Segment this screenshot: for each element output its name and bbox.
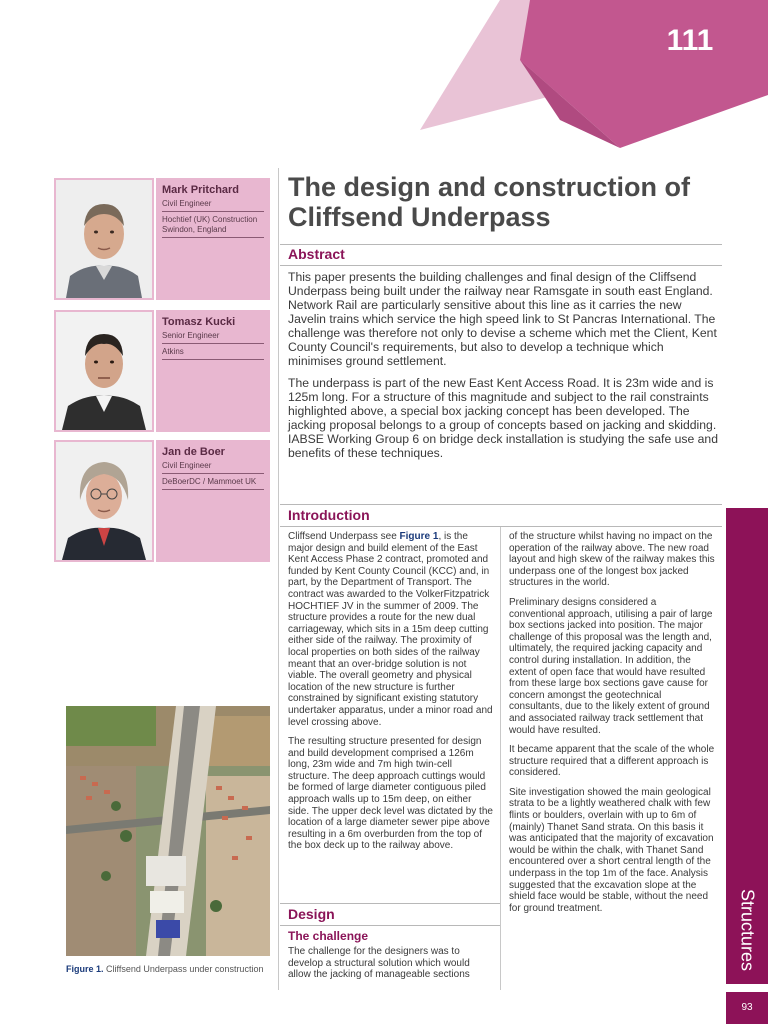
col2-paragraph-3: It became apparent that the scale of the whole structure required that a different approach is considered.: [509, 744, 715, 779]
challenge-paragraph: The challenge for the designers was to develop a structural solution which would allow the jacking of manageable sections: [288, 946, 470, 981]
divider: [280, 244, 722, 245]
col2-paragraph-2: Preliminary designs considered a conventional approach, utilising a pair of large box sections jacked into position. The major challenge of this proposal was the length and, ultimately, the required jacking capacity and control during installation. In addition, the extent of open face that would have resulted from these large box sections gave cause for concern amongst the geotechnical consultants, due to the likely extent of ground and associated railway track settlement that would have resulted.: [509, 596, 713, 736]
author-organization: Hochtief (UK) Construction Swindon, England: [162, 215, 264, 238]
author-role: Civil Engineer: [162, 199, 264, 212]
introduction-heading: Introduction: [288, 507, 370, 523]
figure-1-reference[interactable]: Figure 1: [399, 531, 439, 542]
abstract-heading: Abstract: [288, 246, 345, 262]
author-organization: DeBoerDC / Mammoet UK: [162, 477, 264, 490]
challenge-subheading: The challenge: [288, 929, 369, 943]
divider: [280, 925, 500, 926]
figure-caption-text: Cliffsend Underpass under construction: [106, 964, 264, 974]
author-info-2: [156, 310, 270, 432]
divider: [280, 526, 722, 527]
divider: [280, 903, 500, 904]
intro-paragraph-1: [288, 531, 494, 728]
page-number-top: 111: [666, 24, 714, 57]
figure-label: Figure 1.: [66, 964, 104, 974]
column-divider-left: [278, 168, 279, 990]
col2-paragraph-4: Site investigation showed the main geological strata to be a lightly weathered chalk with few flints or boulders, overlain with up to 6m of (mainly) Thanet Sand strata. On this basis it was anticipated that the majority of excavation would be within the chalk, with Thanet Sand encountered over a short central length of the underpass in the top 1m of the face. Analysis suggested that the excavation slope at the shield face would be stable, without the need for ground treatment.: [509, 786, 714, 914]
abstract-paragraph-2: The underpass is part of the new East Kent Access Road. It is 23m wide and is 125m long. For a structure of this magnitude and subject to the rail constraints highlighted above, a special box jacking concept has been developed. The jacking proposal belongs to a group of concepts based on jacking and skidding. IABSE Working Group 6 on bridge deck installation is studying the safe use and benefits of these techniques.: [288, 376, 718, 460]
section-side-tab-label: [726, 880, 768, 980]
author-name: Jan de Boer: [162, 446, 225, 458]
author-portrait-3: [56, 442, 152, 560]
divider: [280, 265, 722, 266]
intro-column-1: [288, 531, 494, 860]
abstract-paragraph-1: This paper presents the building challenges and final design of the Cliffsend Underpass being built under the railway near Ramsgate in south east England. Network Rail are particularly sensitive about this line as it carries the new Javelin trains which service the high speed link to St Pancras International. The challenge was therefore not only to devise a scheme which met the Client, Kent County Council's requirements, but also to develop a technique which minimises ground settlement.: [288, 270, 717, 368]
section-label: Structures: [737, 888, 758, 972]
intro-text: Cliffsend Underpass see: [288, 531, 400, 542]
divider: [280, 504, 722, 505]
article-title: The design and construction of Cliffsend Underpass: [288, 172, 691, 232]
banner-dark-shape: [520, 0, 768, 148]
intro-text: , is the major design and build element of the East Kent Access Phase 2 contract, promoted and funded by Kent County Council (KCC) and, in part, by the Department of Transport. The contract was awarded to the VolkerFitzpatrick HOCHTIEF JV in the summer of 2009. The structure provides a route for the new dual carriageway, which sits in a 15m deep cutting either side of the railway. The proximity of local properties on both sides of the railway meant that an over-bridge solution is not viable. The overall geometry and physical location of the new structure is further constrained by significant existing statutory undertaker apparatus, under a minor road and level crossing above.: [288, 531, 493, 728]
col2-paragraph-1: of the structure whilst having no impact on the operation of the railway above. The new road layout and high skew of the railway makes this underpass one of the longest box jacked structures in the world.: [509, 531, 715, 589]
column-divider-middle: [500, 527, 501, 990]
author-photo-3: [54, 440, 154, 562]
intro-column-2: [509, 531, 715, 922]
page-folio: 93: [726, 992, 768, 1024]
author-info-1: [156, 178, 270, 300]
author-name: Tomasz Kucki: [162, 316, 236, 328]
author-organization: Atkins: [162, 347, 264, 360]
author-role: Senior Engineer: [162, 331, 264, 344]
intro-paragraph-2: The resulting structure presented for design and build development comprised a 126m long, 23m wide and 7m high twin-cell structure. The deep approach cuttings would be formed of large diameter contiguous piled approach walls up to 15m deep, on either side. The upper deck level was dictated by the location of a large diameter sewer pipe above resulting in a 6m overburden from the top of the box deck up to the railway above.: [288, 736, 493, 852]
author-info-3: [156, 440, 270, 562]
author-name: Mark Pritchard: [162, 184, 240, 196]
figure-1-image: [66, 706, 270, 956]
author-role: Civil Engineer: [162, 461, 264, 474]
author-portrait-2: [56, 312, 152, 430]
aerial-view: [66, 706, 270, 956]
author-portrait-1: [56, 180, 152, 298]
figure-1-caption: [66, 964, 266, 975]
author-photo-1: [54, 178, 154, 300]
author-photo-2: [54, 310, 154, 432]
design-heading: Design: [288, 906, 335, 922]
